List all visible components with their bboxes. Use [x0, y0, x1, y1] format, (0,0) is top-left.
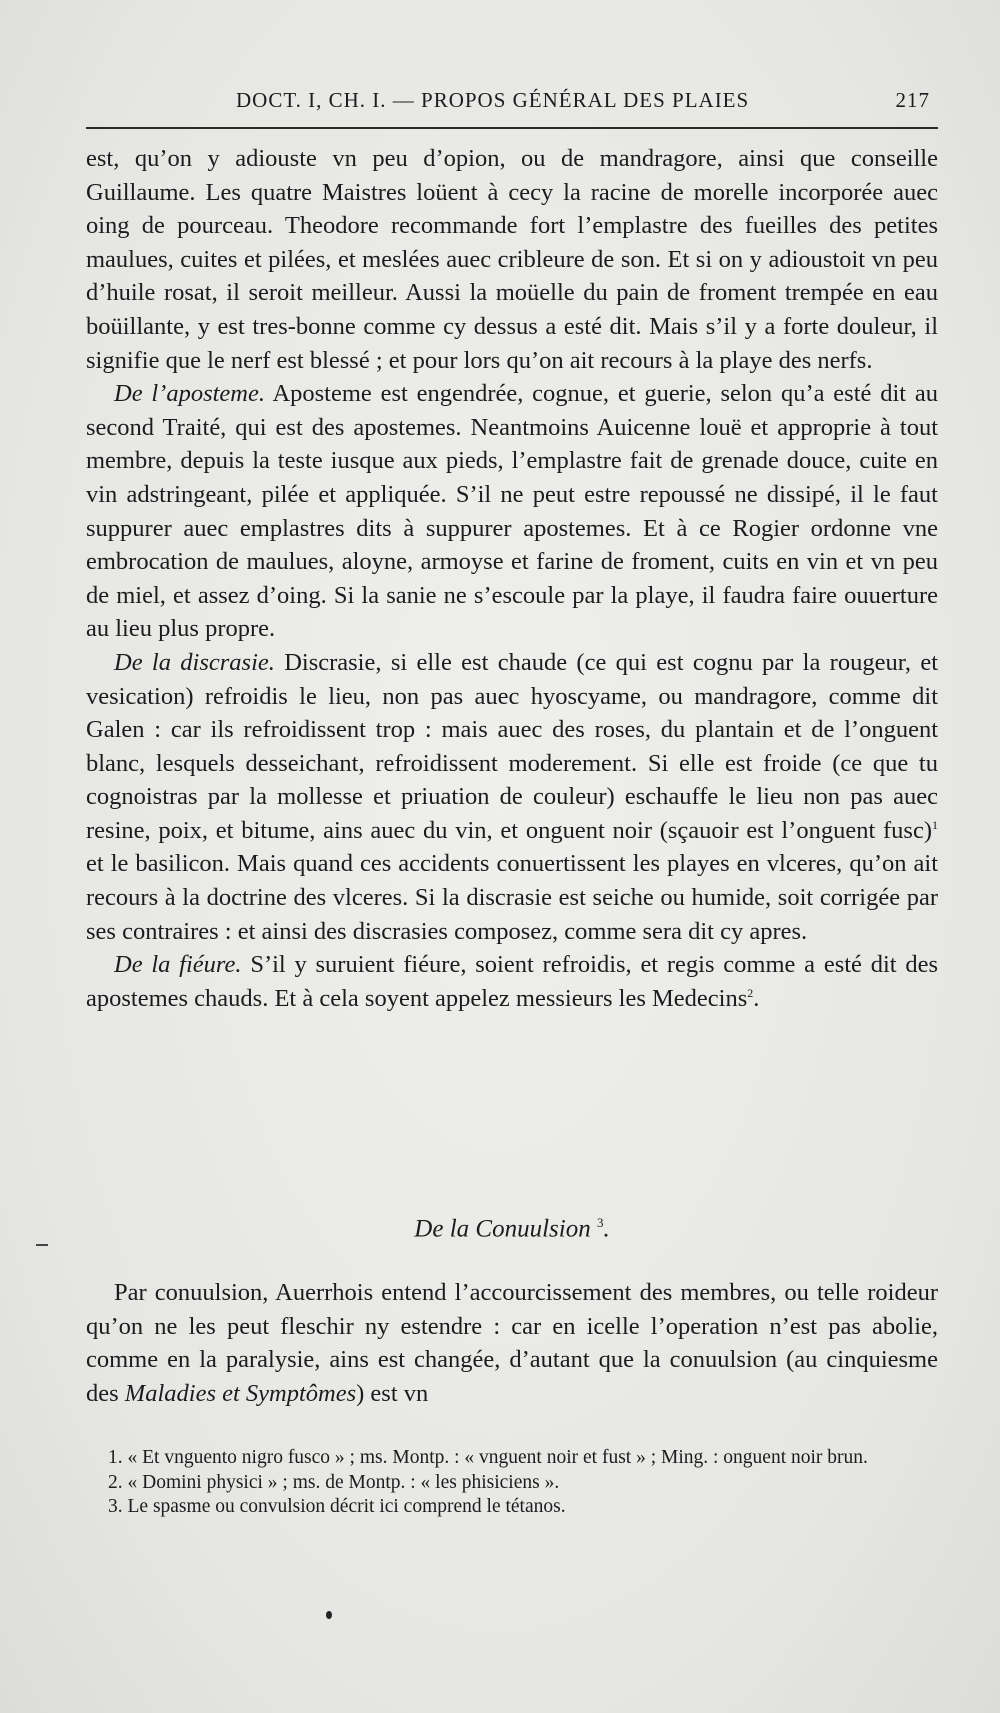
page-number: 217 [895, 88, 930, 112]
running-head: DOCT. I, CH. I. — PROPOS GÉNÉRAL DES PLAIES [236, 88, 750, 112]
footnotes [86, 1446, 938, 1520]
paragraph-text: S’il y suruient fiéure, soient refroidis, et regis comme a esté dit des apostemes chauds. Et à cela soyent appelez messieurs les Medecins [86, 951, 938, 1012]
paragraph [86, 142, 938, 377]
paragraph [86, 646, 938, 948]
paragraph-text: ) est vn [356, 1379, 429, 1407]
rubric-aposteme: De l’aposteme. [114, 380, 265, 408]
footnote-1: 1. « Et vnguento nigro fusco » ; ms. Montp. : « vnguent noir et fust » ; Ming. : onguent noir brun. [108, 1447, 868, 1468]
footnote-2: 2. « Domini physici » ; ms. de Montp. : « les phisiciens ». [108, 1471, 560, 1493]
paragraph-text: et le basilicon. Mais quand ces accidents conuertissent les playes en vlceres, qu’on ait recours à la doctrine des vlceres. Si la discrasie est seiche ou humide, soit corrigée par ses contraires : et ainsi des discrasies composez, comme sera dit cy apres. [86, 850, 938, 945]
rubric-fieure: De la fiéure. [114, 951, 242, 979]
footnote-ref: 3 [596, 1215, 604, 1230]
paragraph [86, 377, 938, 646]
paragraph [86, 1276, 938, 1410]
section-heading-punct: . [603, 1215, 610, 1243]
main-text [86, 142, 938, 1015]
paragraph-text: . [753, 984, 760, 1012]
paragraph-text: est, qu’on y adiouste vn peu d’opion, ou de mandragore, ainsi que conseille Guillaume. Les quatre Maistres loüent à cecy la racine de morelle incorporée auec oing de pourceau. Theodore recommande fort l’emplastre des fueilles des petites maulues, cuites et pilées, et meslées auec cribleure de son. Et si on y adioustoit vn peu d’huile rosat, il seroit meilleur. Aussi la moüelle du pain de froment trempée en eau boüillante, y est tres-bonne comme cy dessus a esté dit. Mais s’il y a forte douleur, il signifie que le nerf est blessé ; et pour lors qu’on ait recours à la playe des nerfs. [86, 145, 938, 374]
paragraph-text: Discrasie, si elle est chaude (ce qui est cognu par la rougeur, et vesication) refroidis le lieu, non pas auec hyoscyame, ou mandragore, comme dit Galen : car ils refroidissent trop : mais auec des roses, du plantain et de l’onguent blanc, lesquels desseichant, refroidissent moderement. Si elle est froide (ce que tu cognoistras par la mollesse et priuation de couleur) eschauffe le lieu non pas auec resine, poix, et bitume, ains auec du vin, et onguent noir (sçauoir est l’onguent fusc) [86, 648, 938, 844]
paragraph-text: Par conuulsion, Auerrhois entend l’accourcissement des membres, ou telle roideur qu’on ne les peut fleschir ny estendre : car en icelle l’operation n’est pas abolie, comme en la paralysie, ains est changée, d’autant que la conuulsion (au cinquiesme des [86, 1279, 938, 1407]
footnote-ref: 2 [747, 985, 754, 1000]
section-heading-text: De la Conuulsion [414, 1215, 591, 1243]
page-header [86, 82, 938, 122]
footnote-3: 3. Le spasme ou convulsion décrit ici comprend le tétanos. [108, 1496, 566, 1517]
paragraph-text: Aposteme est engendrée, cognue, et guerie, selon qu’a esté dit au second Traité, qui est des apostemes. Neantmoins Auicenne louë et approprie à tout membre, depuis la teste iusque aux pieds, l’emplastre fait de grenade douce, cuite en vin adstringeant, pilée et appliquée. S’il ne peut estre repoussé ne dissipé, il le faut suppurer auec emplastres dits à suppurer apostemes. Et à ce Rogier ordonne vne embrocation de maulues, aloyne, armoyse et farine de froment, cuits en vin et vn peu de miel, et assez d’oing. Si la sanie ne s’escoule par la playe, il faudra faire ouuerture au lieu plus propre. [86, 380, 938, 643]
margin-mark [36, 1244, 48, 1246]
work-title: Maladies et Symptômes [124, 1379, 357, 1407]
section-heading [86, 1215, 938, 1243]
paragraph [86, 948, 938, 1015]
header-rule [86, 127, 938, 129]
section-text [86, 1276, 938, 1410]
ink-spot [326, 1611, 332, 1619]
footnote-ref: 1 [932, 817, 938, 832]
rubric-discrasie: De la discrasie. [114, 648, 275, 676]
